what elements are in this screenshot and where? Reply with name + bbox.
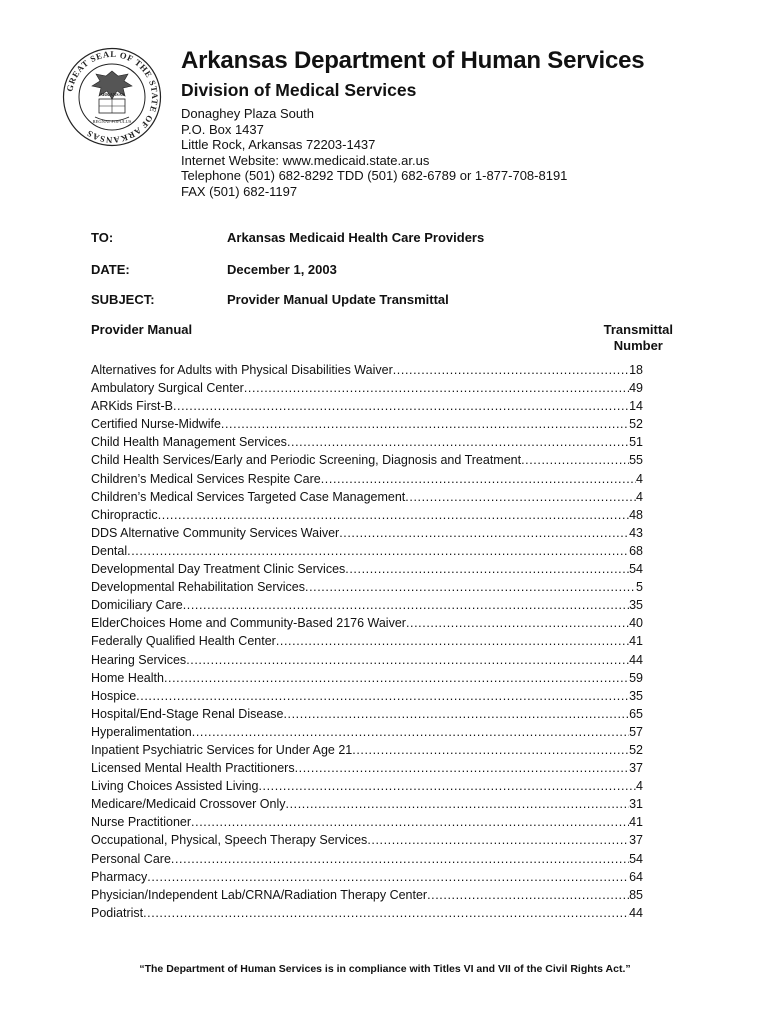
manual-name: Pharmacy [91,869,148,884]
civil-rights-footer: “The Department of Human Services is in compliance with Titles VI and VII of the Civil Rights Act.” [139,963,631,975]
organization-name: Arkansas Department of Human Services [181,47,645,74]
dot-leader [339,524,629,542]
manual-name: Alternatives for Adults with Physical Disabilities Waiver [91,363,393,377]
manual-name: Medicare/Medicaid Crossover Only [91,797,286,812]
transmittal-header-line1: Transmittal [603,322,673,337]
to-label: TO: [91,230,114,245]
transmittal-number: 18 [629,363,643,377]
manual-row [91,614,643,632]
dot-leader [352,741,629,759]
manual-row [91,687,643,705]
provider-manual-list [91,361,643,922]
manual-name: Hearing Services [91,652,187,667]
transmittal-number: 55 [629,453,643,468]
dot-leader [147,868,629,886]
manual-name: Inpatient Psychiatric Services for Under Age 21 [91,742,353,757]
manual-row [91,596,643,614]
transmittal-number: 44 [629,652,643,667]
dot-leader [427,886,629,904]
transmittal-number: 35 [629,598,643,613]
dot-leader [321,470,636,488]
transmittal-number: 64 [629,869,643,884]
manual-row [91,813,643,831]
manual-name: Chiropractic [91,507,158,522]
dot-leader [286,795,630,813]
manual-name: Children’s Medical Services Targeted Case Management [91,489,406,504]
manual-row [91,651,643,669]
manual-row [91,632,643,650]
dot-leader [367,831,629,849]
address-line: Little Rock, Arkansas 72203-1437 [181,137,376,152]
dot-leader [183,596,629,614]
svg-text:ARKANSAS: ARKANSAS [99,92,125,97]
manual-row [91,759,643,777]
dot-leader [143,904,629,922]
manual-name: Child Health Management Services [91,435,287,450]
transmittal-number: 14 [629,399,643,414]
transmittal-number: 4 [636,471,643,486]
manual-name: Hospice [91,688,137,703]
manual-row [91,506,643,524]
address-line: P.O. Box 1437 [181,121,264,137]
manual-name: Licensed Mental Health Practitioners [91,761,295,776]
transmittal-number: 4 [636,489,643,504]
manual-row [91,886,643,904]
transmittal-number: 41 [629,815,643,830]
manual-name: DDS Alternative Community Services Waiver [91,525,340,540]
manual-row [91,723,643,741]
subject-value: Provider Manual Update Transmittal [227,292,449,307]
date-label: DATE: [91,262,130,277]
transmittal-number: 57 [629,724,643,739]
transmittal-number: 48 [629,507,643,522]
transmittal-header-line2: Number [613,338,663,353]
transmittal-number: 37 [629,761,643,776]
transmittal-number: 41 [629,634,643,649]
manual-name: Home Health [91,670,164,685]
manual-row [91,904,643,922]
dot-leader [244,379,629,397]
manual-row [91,578,643,596]
manual-name: Hyperalimentation [91,724,192,739]
transmittal-number: 31 [629,797,643,812]
manual-row [91,741,643,759]
manual-row [91,831,643,849]
manual-row [91,669,643,687]
dot-leader [405,488,636,506]
manual-row [91,795,643,813]
manual-name: Hospital/End-Stage Renal Disease [91,706,284,721]
manual-name: Nurse Practitioner [91,815,192,830]
transmittal-number: 51 [629,435,643,450]
transmittal-number: 35 [629,688,643,703]
manual-name: ElderChoices Home and Community-Based 2176 Waiver [91,616,406,631]
manual-row [91,868,643,886]
dot-leader [221,415,629,433]
manual-row [91,850,643,868]
transmittal-number: 40 [629,616,643,631]
transmittal-number: 5 [636,580,643,595]
manual-row [91,379,643,397]
transmittal-number: 49 [629,381,643,396]
dot-leader [287,433,629,451]
manual-row [91,470,643,488]
dot-leader [136,687,629,705]
division-name: Division of Medical Services [181,80,417,100]
website-line: Internet Website: www.medicaid.state.ar.us [181,152,430,168]
transmittal-number: 65 [629,706,643,721]
transmittal-number: 43 [629,525,643,540]
transmittal-number: 52 [629,742,643,757]
provider-manual-header: Provider Manual [91,322,193,337]
transmittal-number: 4 [636,779,643,794]
transmittal-number: 54 [629,562,643,577]
fax-line: FAX (501) 682-1197 [181,183,298,199]
transmittal-number: 44 [629,905,643,920]
transmittal-number: 52 [629,417,643,432]
dot-leader [164,669,629,687]
transmittal-number: 68 [629,543,643,558]
manual-row [91,524,643,542]
dot-leader [393,361,629,379]
manual-row [91,415,643,433]
transmittal-number: 59 [629,670,643,685]
manual-row [91,361,643,379]
dot-leader [171,850,629,868]
dot-leader [258,777,636,795]
dot-leader [283,705,629,723]
dot-leader [158,506,629,524]
dot-leader [127,542,629,560]
manual-name: Developmental Day Treatment Clinic Services [91,562,346,577]
transmittal-number: 54 [629,851,643,866]
dot-leader [192,723,629,741]
manual-row [91,560,643,578]
manual-name: Living Choices Assisted Living [91,779,259,794]
transmittal-number: 85 [629,887,643,902]
dot-leader [521,451,629,469]
address-line: Donaghey Plaza South [181,106,314,121]
svg-text:REGNAT POPULUS: REGNAT POPULUS [92,119,132,124]
manual-name: Ambulatory Surgical Center [91,381,244,396]
transmittal-number: 37 [629,833,643,848]
manual-name: Physician/Independent Lab/CRNA/Radiation Therapy Center [91,887,428,902]
manual-row [91,451,643,469]
svg-text:GREAT SEAL OF THE STATE OF ARK: GREAT SEAL OF THE STATE OF ARKANSAS [64,48,161,146]
subject-label: SUBJECT: [91,292,155,307]
manual-name: Domiciliary Care [91,598,183,613]
dot-leader [191,813,629,831]
transmittal-number-header [604,322,673,354]
manual-row [91,705,643,723]
dot-leader [406,614,629,632]
to-value: Arkansas Medicaid Health Care Providers [227,230,485,245]
manual-name: Occupational, Physical, Speech Therapy Services [91,833,368,848]
manual-row [91,542,643,560]
dot-leader [276,632,629,650]
manual-name: Dental [91,543,128,558]
manual-name: Personal Care [91,851,171,866]
manual-row [91,777,643,795]
dot-leader [305,578,636,596]
manual-name: ARKids First-B [91,399,173,414]
manual-name: Federally Qualified Health Center [91,634,276,649]
manual-name: Children’s Medical Services Respite Care [91,471,321,486]
letterhead [181,46,741,199]
manual-name: Certified Nurse-Midwife [91,417,221,432]
manual-name: Podiatrist [91,905,144,920]
dot-leader [186,651,629,669]
date-value: December 1, 2003 [227,262,337,277]
dot-leader [345,560,629,578]
dot-leader [295,759,630,777]
manual-name: Child Health Services/Early and Periodic Screening, Diagnosis and Treatment [91,453,522,468]
manual-name: Developmental Rehabilitation Services [91,580,306,595]
manual-row [91,433,643,451]
manual-row [91,397,643,415]
telephone-line: Telephone (501) 682-8292 TDD (501) 682-6789 or 1-877-708-8191 [181,168,568,183]
state-seal-logo [62,47,162,147]
manual-row [91,488,643,506]
dot-leader [173,397,629,415]
